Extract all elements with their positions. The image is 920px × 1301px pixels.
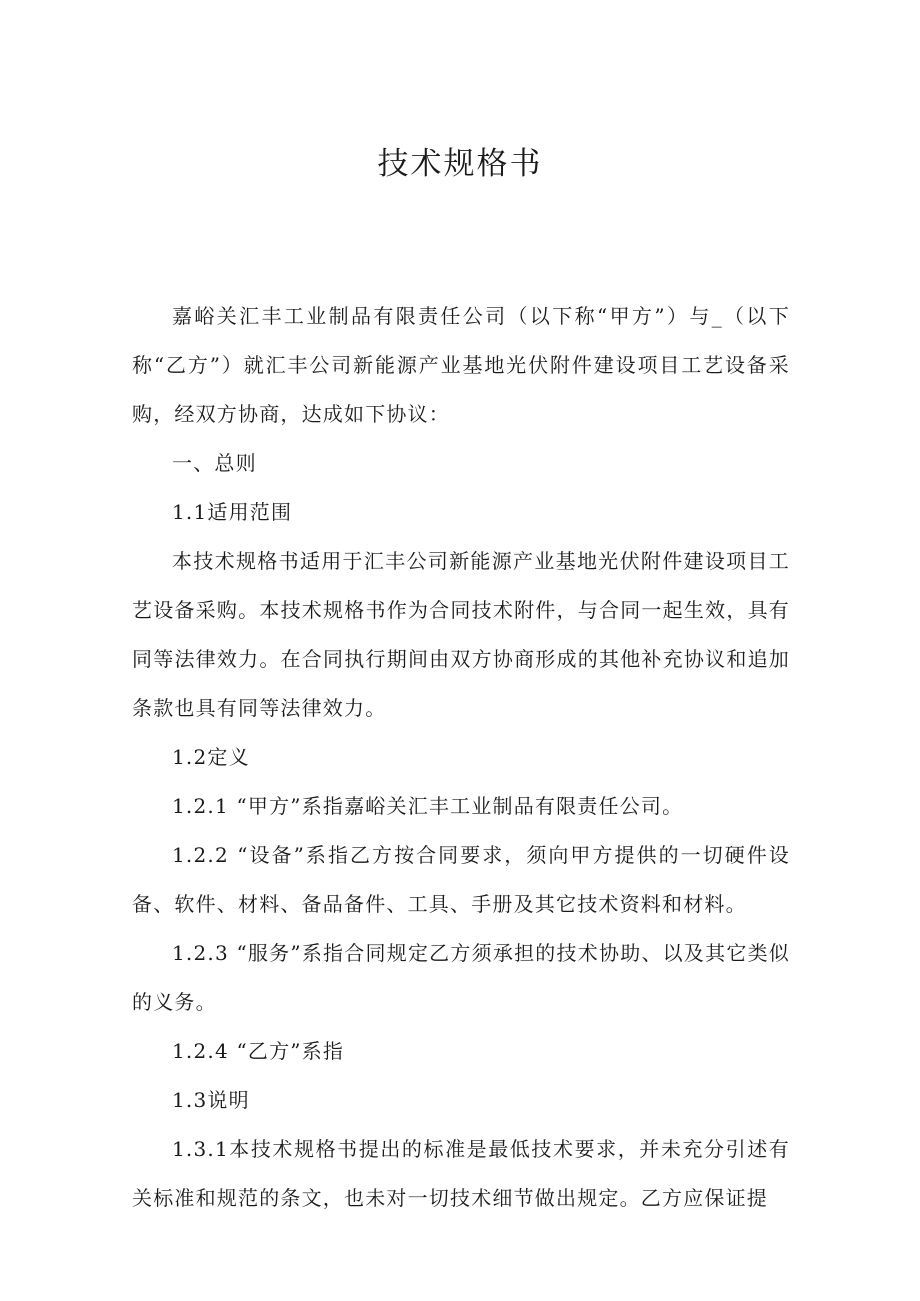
definition-party-a: 1.2.1 “甲方”系指嘉峪关汇丰工业制品有限责任公司。 [172,794,684,818]
notes-paragraph: 1.3.1本技术规格书提出的标准是最低技术要求，并未充分引述有关标准和规范的条文，也未对一切技术细节做出规定。乙方应保证提 [132,1137,790,1210]
section-heading-general: 一、总则 [172,451,257,475]
scope-paragraph: 本技术规格书适用于汇丰公司新能源产业基地光伏附件建设项目工艺设备采购。本技术规格书作为合同技术附件，与合同一起生效，具有同等法律效力。在合同执行期间由双方协商形成的其他补充协议和追加条款也具有同等法律效力。 [132,549,790,720]
intro-paragraph: 嘉峪关汇丰工业制品有限责任公司（以下称“甲方”）与_（以下称“乙方”）就汇丰公司新能源产业基地光伏附件建设项目工艺设备采购，经双方协商，达成如下协议： [132,304,790,426]
document-body [132,292,790,1223]
subsection-heading-scope: 1.1适用范围 [172,500,293,524]
definition-service: 1.2.3 “服务”系指合同规定乙方须承担的技术协助、以及其它类似的义务。 [132,941,790,1014]
definition-party-b: 1.2.4 “乙方”系指 [172,1039,345,1063]
definition-equipment: 1.2.2 “设备”系指乙方按合同要求，须向甲方提供的一切硬件设备、软件、材料、备品备件、工具、手册及其它技术资料和材料。 [132,843,790,916]
document-title: 技术规格书 [377,146,543,182]
subsection-heading-definitions: 1.2定义 [172,745,250,769]
subsection-heading-notes: 1.3说明 [172,1088,250,1112]
